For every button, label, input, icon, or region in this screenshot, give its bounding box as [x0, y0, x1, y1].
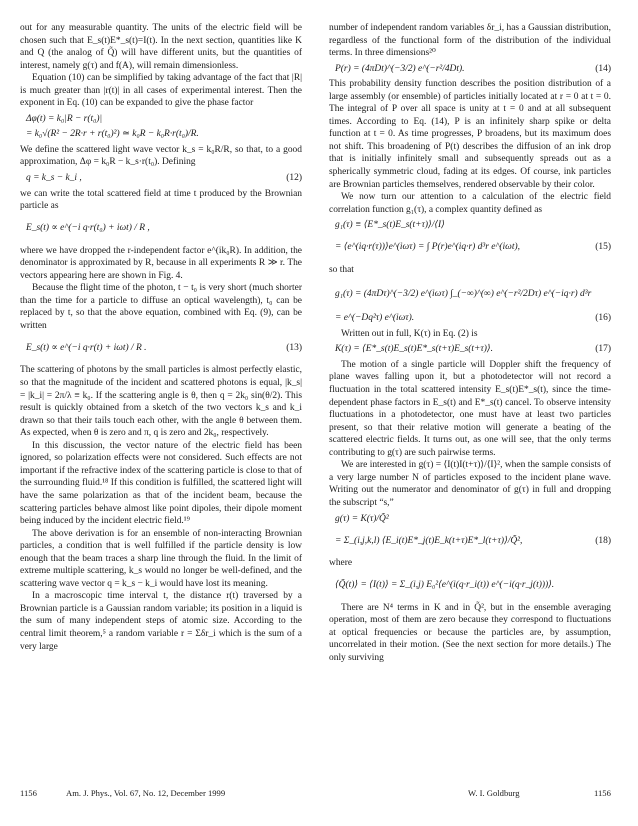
equation-body: = ⟨e^(iq·r(τ))⟩e^(iωτ) = ∫ P(r)e^(iq·r) d³r e^(iωt),: [335, 242, 520, 253]
left-paragraph: Equation (10) can be simplified by taking advantage of the fact that |R| is much greater than |r(t)| in all cases of experimental interest. Then the exponent in Eq. (10) can be expanded to give the phase factor: [20, 73, 302, 109]
equation-body: Δφ(t) = k₀|R − r(t₀)|: [26, 113, 103, 124]
page-number-left: 1156: [20, 788, 37, 798]
page-number-right: 1156: [594, 788, 611, 798]
right-paragraph: There are N⁴ terms in K and in Q̃², but in the ensemble averaging operation, most of them are zero because they correspond to fluctuations at optical frequencies or because the particles are, by assumption, uncorrelated in their motion. (See the next section for more details.) The only surviving: [329, 602, 611, 663]
right-equation: [329, 63, 611, 76]
right-paragraph: so that: [329, 264, 354, 275]
left-paragraph: Because the flight time of the photon, t − t₀ is very short (much shorter than the time for a particle to diffuse an optical wavelength), t₀ can be replaced by t, so that the above equation, combined with Eq. (9), can be written: [20, 283, 302, 331]
right-equation: [329, 312, 611, 325]
left-paragraph: we can write the total scattered field at time t produced by the Brownian particle as: [20, 188, 302, 212]
equation-body: g(τ) = K(τ)/Q̃²: [335, 513, 389, 524]
left-equation: [20, 113, 302, 126]
equation-number: (14): [595, 63, 611, 74]
equation-body: = e^(−Dq²τ) e^(iωτ).: [335, 313, 415, 324]
equation-number: (13): [286, 343, 302, 354]
equation-body: ⟨Q̃(t)⟩ = ⟨I(t)⟩ = Σ_(i,j) E₀²⟨e^(i(q·r_i(t)) e^(−i(q·r_j(t)))⟩.: [335, 580, 555, 591]
left-equation: [20, 335, 302, 361]
right-equation: [329, 219, 611, 232]
left-paragraph: In this discussion, the vector nature of the electric field has been ignored, so polarization effects were not considered. Such effects are not important if the refractive index of the scattering particle is close to that of the surrounding fluid.¹⁸ If this condition is fulfilled, the scattered light will have the same polarization as that of the incident beam, because the scattering particles behave almost like point dipoles, their dipole moment being induced by the incident electric field.¹⁹: [20, 440, 302, 527]
right-paragraph: This probability density function describes the position distribution of a large assembly (or ensemble) of particles initially located at r = 0 at t = 0. The integral of P over all space is unity at t = 0 and at all subsequent times. According to Eq. (14), P is an infinitely sharp spike or delta function at t = 0. As time progresses, P broadens, but its maximum does not shift. This broadening of P(t) describes the diffusion of an ink drop that is initially infinitely small and subsequently spreads out as a spherically symmetric cloud, fading at its edges. Of course, ink particles are Brownian particles themselves, rendered observable by their color.: [329, 79, 611, 190]
equation-number: (18): [595, 535, 611, 546]
right-paragraph: where: [329, 558, 353, 569]
equation-body: E_s(t) ∝ e^(−i q·r(t) + iωt) / R .: [26, 343, 147, 354]
right-paragraph: We are interested in g(τ) = ⟨I(t)I(t+τ)⟩/⟨I⟩², when the sample consists of a very large number N of particles exposed to the incident plane wave. Writing out the numerator and denominator of g(τ) in full and dropping the subscript “s,”: [329, 460, 611, 508]
left-paragraph: where we have dropped the r-independent factor e^(ik₀R). In addition, the denominator is approximated by R, because in all experiments R ≫ r. The vectors appearing here are shown in Fig. 4.: [20, 245, 302, 281]
equation-body: q = k_s − k_i ,: [26, 173, 82, 184]
equation-body: P(r) = (4πDt)^(−3/2) e^(−r²/4Dt).: [335, 63, 465, 74]
left-paragraph: We define the scattered light wave vector k_s = k₀R/R, so that, to a good approximation, Δφ = k₀R − k_s·r(t₀). Defining: [20, 144, 302, 168]
equation-body: K(τ) = ⟨E*_s(t)E_s(t)E*_s(t+τ)E_s(t+τ)⟩.: [335, 344, 493, 355]
equation-body: g₁(τ) = (4πDτ)^(−3/2) e^(iωτ) ∫_(−∞)^(∞) e^(−r²/2Dτ) e^(−iq·r) d³r: [335, 289, 592, 300]
right-equation: [329, 235, 611, 261]
right-equation: [329, 279, 611, 309]
left-equation: [20, 216, 302, 242]
left-equation: [20, 128, 302, 141]
author-name: W. I. Goldburg: [468, 788, 520, 798]
journal-citation: Am. J. Phys., Vol. 67, No. 12, December 1999: [66, 788, 226, 798]
equation-body: = k₀√(R² − 2R·r + r(t₀)²) ≃ k₀R − k₀R·r(t₀)/R.: [26, 129, 199, 140]
left-paragraph: out for any measurable quantity. The units of the electric field will be chosen such that E_s(t)E*_s(t)=I(t). In the next section, quantities like K and Q (the analog of Q̃) will have different units, but the quantities of interest, namely g(τ) and f(A), will remain dimensionless.: [20, 23, 302, 71]
right-paragraph: We now turn our attention to a calculation of the electric field correlation function g₁(τ), a complex quantity defined as: [329, 192, 611, 215]
left-paragraph: The above derivation is for an ensemble of non-interacting Brownian particles, a condition that is well fulfilled if the particle density is low enough that the beam traces a sharp line through the fluid. In the limit of extreme multiple scattering, k_s would no longer be well-defined, and the scattering wave vector q = k_s − k_i would have lost its meaning.: [20, 528, 302, 589]
equation-body: E_s(t) ∝ e^(−i q·r(t₀) + iωt) / R ,: [26, 223, 150, 234]
right-paragraph: number of independent random variables δr_i, has a Gaussian distribution, regardless of the functional form of the distribution of the individual terms. In three dimensions²⁰: [329, 23, 611, 59]
right-equation: [329, 573, 611, 599]
left-paragraph: In a macroscopic time interval t, the distance r(t) traversed by a Brownian particle is a Gaussian random variable; its position in a liquid is the sum of many independent steps of atomic size. According to the central limit theorem,⁵ a random variable r = Σδr_i which is the sum of a very large: [20, 591, 302, 652]
left-paragraph: The scattering of photons by the small particles is almost perfectly elastic, so that the magnitude of the incident and scattered photons is equal, |k_s| = |k_i| = 2π/λ ≡ k₀. If the scattering angle is θ, then q = 2k₀ sin(θ/2). This result is quickly obtained from a sketch of the two vectors k_s and k_i drawn so that their tails touch each other, with the angle θ between them. As expected, when θ is zero and π, q is zero and 2k₀, respectively.: [20, 365, 302, 439]
equation-body: = Σ_(i,j,k,l) ⟨E_i(t)E*_j(t)E_k(t+τ)E*_l(t+τ)⟩/Q̃²,: [335, 535, 523, 546]
right-paragraph: The motion of a single particle will Doppler shift the frequency of plane waves falling upon it, but a photodetector will not record a fluctuation in the total scattered intensity E_s(t)E*_s(t), since the time-dependent phase factors in E_s(t) and E*_s(t) cancel. To observe intensity fluctuations in a photodetector, one must have at least two particles present, so that their relative motion will generate a beating of the scattered electric fields. It turns out, as one will see, that the only terms contributing to g(τ) are such pairwise terms.: [329, 359, 611, 458]
right-equation: [329, 513, 611, 526]
left-equation: [20, 172, 302, 185]
equation-number: (12): [286, 173, 302, 184]
equation-body: g₁(τ) ≡ ⟨E*_s(t)E_s(t+τ)⟩/⟨I⟩: [335, 220, 445, 231]
right-column: [329, 22, 611, 664]
equation-number: (16): [595, 313, 611, 324]
right-equation: [329, 528, 611, 554]
right-equation: [329, 343, 611, 356]
equation-number: (15): [595, 242, 611, 253]
equation-number: (17): [595, 344, 611, 355]
right-paragraph: Written out in full, K(τ) in Eq. (2) is: [341, 328, 478, 339]
left-column: [20, 22, 302, 653]
